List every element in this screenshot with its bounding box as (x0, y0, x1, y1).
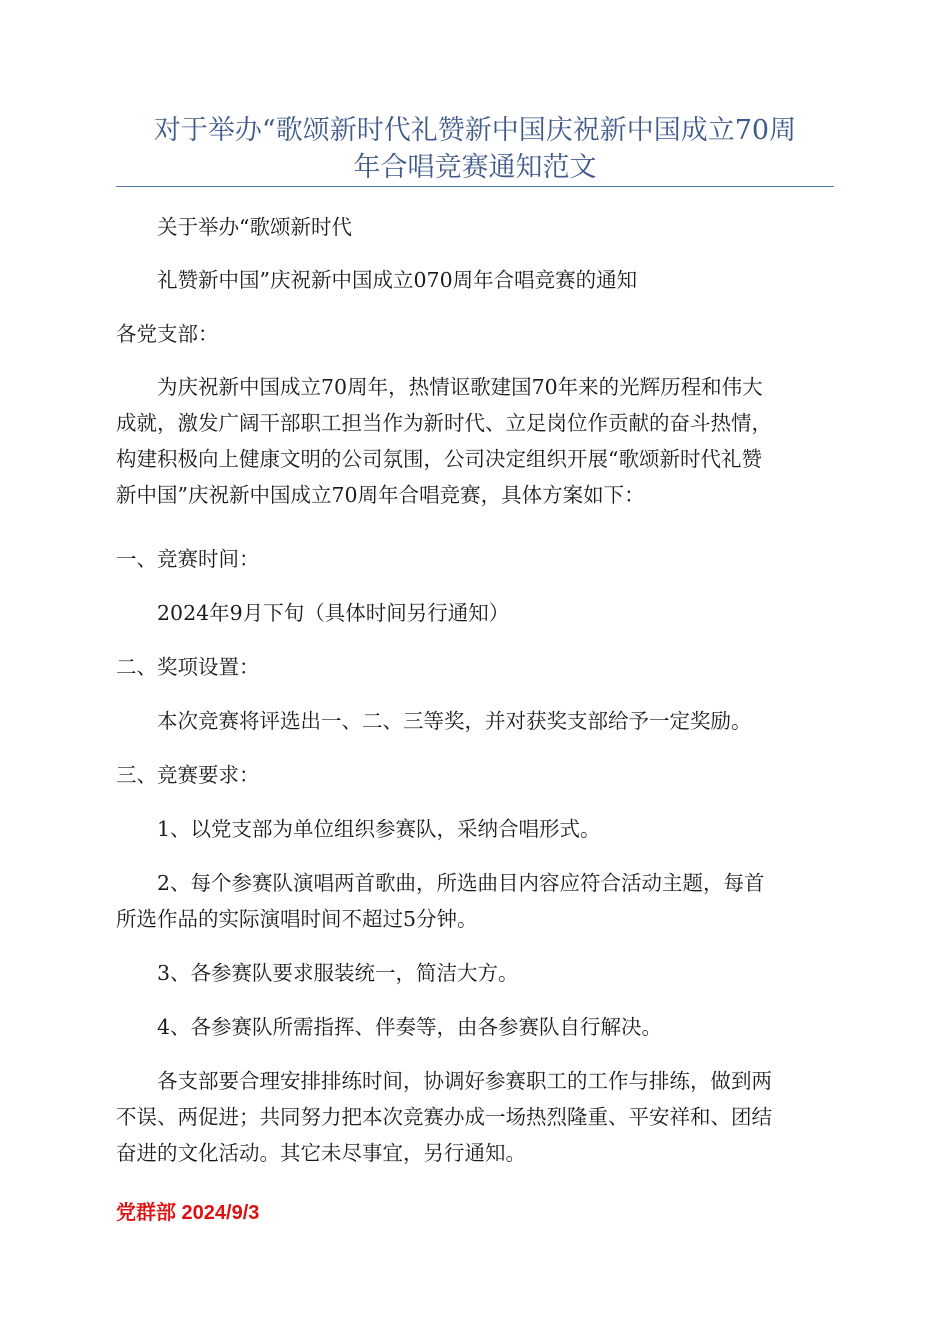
section-1-body: 2024年9月下旬（具体时间另行通知） (157, 601, 510, 625)
document-title (116, 112, 834, 186)
signature: 党群部 2024/9/3 (116, 1202, 260, 1224)
section-3-title: 三、竞赛要求： (116, 763, 260, 787)
requirement-3: 3、各参赛队要求服装统一，简洁大方。 (157, 961, 519, 985)
heading-line-2: 礼赞新中国”庆祝新中国成立070周年合唱竞赛的通知 (157, 268, 638, 292)
title-line-1: 对于举办“歌颂新时代礼赞新中国庆祝新中国成立70周 (153, 115, 797, 146)
requirement-2-line-2: 所选作品的实际演唱时间不超过5分钟。 (116, 907, 478, 931)
closing-line-2: 不误、两促进；共同努力把本次竞赛办成一场热烈隆重、平安祥和、团结 (116, 1105, 772, 1129)
title-line-2: 年合唱竞赛通知范文 (353, 152, 597, 183)
intro-paragraph (116, 369, 834, 513)
closing-paragraph (116, 1063, 834, 1171)
salutation: 各党支部： (116, 322, 219, 346)
requirement-4: 4、各参赛队所需指挥、伴奏等，由各参赛队自行解决。 (157, 1015, 663, 1039)
heading-line-1: 关于举办“歌颂新时代 (157, 215, 352, 239)
requirement-1: 1、以党支部为单位组织参赛队，采纳合唱形式。 (157, 817, 601, 841)
closing-line-3: 奋进的文化活动。其它未尽事宜，另行通知。 (116, 1141, 526, 1165)
section-2-body: 本次竞赛将评选出一、二、三等奖，并对获奖支部给予一定奖励。 (157, 709, 752, 733)
section-2-title: 二、奖项设置： (116, 655, 260, 679)
intro-line-4: 新中国”庆祝新中国成立70周年合唱竞赛，具体方案如下： (116, 483, 645, 507)
requirement-2-line-1: 2、每个参赛队演唱两首歌曲，所选曲目内容应符合活动主题，每首 (157, 871, 765, 895)
intro-line-2: 成就，激发广阔干部职工担当作为新时代、立足岗位作贡献的奋斗热情， (116, 411, 772, 435)
intro-line-3: 构建积极向上健康文明的公司氛围，公司决定组织开展“歌颂新时代礼赞 (116, 447, 762, 471)
requirement-2 (116, 865, 834, 937)
title-divider (116, 186, 834, 187)
section-1-title: 一、竞赛时间： (116, 547, 260, 571)
intro-line-1: 为庆祝新中国成立70周年，热情讴歌建国70年来的光辉历程和伟大 (157, 375, 763, 399)
closing-line-1: 各支部要合理安排排练时间，协调好参赛职工的工作与排练，做到两 (157, 1069, 772, 1093)
